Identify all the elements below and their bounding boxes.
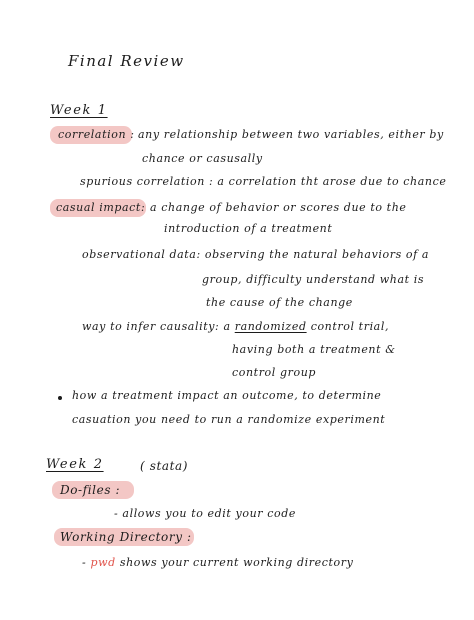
observational-data-line-1: observational data: observing the natural behaviors of a — [82, 248, 430, 261]
week-1-heading: Week 1 — [50, 103, 108, 118]
correlation-definition-line-1: any relationship between two variables, either by — [138, 128, 444, 141]
infer-causality-line-3: control group — [232, 366, 317, 379]
do-files-definition: - allows you to edit your code — [114, 507, 296, 520]
infer-causality-line-2: having both a treatment & — [232, 343, 396, 356]
page-title: Final Review — [68, 52, 185, 70]
bullet-dot — [58, 396, 62, 400]
dash: - — [82, 556, 87, 569]
randomized-underlined: randomized — [234, 320, 307, 333]
working-directory-definition — [82, 556, 353, 569]
observational-data-line-2: group, difficulty understand what is — [202, 273, 425, 286]
week-2-subtitle: ( stata) — [140, 459, 189, 473]
pwd-command: pwd — [90, 556, 116, 569]
correlation-definition-line-2: chance or casusally — [142, 152, 263, 165]
causal-impact-definition-line-1: a change of behavior or scores due to the — [150, 201, 407, 214]
bullet-line-2: casuation you need to run a randomize experiment — [72, 413, 386, 426]
week-2-heading: Week 2 — [46, 457, 104, 472]
correlation-term: correlation : — [58, 128, 135, 141]
causal-impact-term: casual impact: — [56, 201, 146, 214]
observational-data-line-3: the cause of the change — [206, 296, 353, 309]
working-directory-term: Working Directory : — [60, 530, 192, 544]
infer-causality-prefix: way to infer causality: a — [82, 320, 231, 333]
spurious-correlation: spurious correlation : a correlation tht arose due to chance — [80, 175, 447, 188]
infer-causality-suffix: control trial, — [310, 320, 390, 333]
pwd-description: shows your current working directory — [119, 556, 354, 569]
causal-impact-definition-line-2: introduction of a treatment — [164, 222, 333, 235]
bullet-line-1: how a treatment impact an outcome, to determine — [72, 389, 382, 402]
do-files-term: Do-files : — [60, 483, 121, 497]
infer-causality-line-1 — [82, 320, 389, 333]
